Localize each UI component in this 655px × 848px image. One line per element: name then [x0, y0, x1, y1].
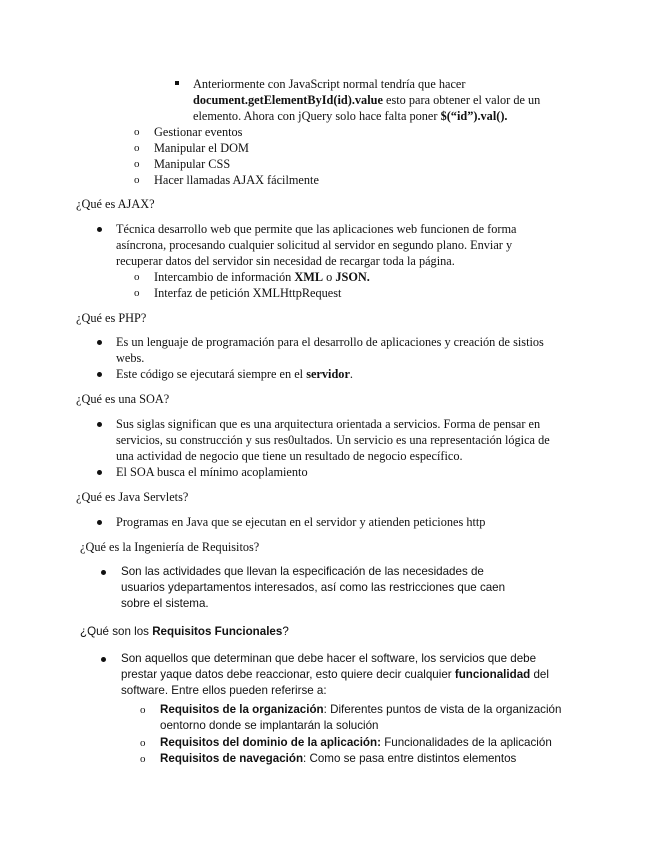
- func-subitem: Requisitos de navegación: Como se pasa entre distintos elementos: [160, 752, 517, 765]
- bullet-dot-icon: [97, 372, 102, 377]
- circle-bullet-icon: o: [134, 142, 140, 154]
- reqs-text-line: usuarios ydepartamentos interesados, así como las restricciones que caen: [121, 581, 506, 594]
- intro-subitem: Gestionar eventos: [154, 125, 243, 139]
- php-text-line: Es un lenguaje de programación para el desarrollo de aplicaciones y creación de sistios: [116, 335, 544, 349]
- circle-bullet-icon: o: [134, 158, 140, 170]
- func-subitem: Requisitos de la organización: Diferentes puntos de vista de la organización: [160, 703, 562, 716]
- circle-bullet-icon: o: [134, 271, 140, 283]
- bullet-dot-icon: [101, 570, 106, 575]
- php-text-line: Este código se ejecutará siempre en el servidor.: [116, 367, 353, 381]
- circle-bullet-icon: o: [134, 174, 140, 186]
- soa-text-line: Sus siglas significan que es una arquitectura orientada a servicios. Forma de pensar en: [116, 417, 541, 431]
- ajax-subitem: Intercambio de información XML o JSON.: [154, 270, 370, 284]
- reqs-text-line: sobre el sistema.: [121, 597, 209, 610]
- square-bullet-icon: [175, 81, 179, 85]
- func-text-line: software. Entre ellos pueden referirse a:: [121, 684, 327, 697]
- circle-bullet-icon: o: [140, 704, 146, 716]
- func-text-line: prestar yaque datos debe reaccionar, esto quiere decir cualquier funcionalidad del: [121, 668, 549, 681]
- circle-bullet-icon: o: [140, 737, 146, 749]
- func-subitem: Requisitos del dominio de la aplicación: Funcionalidades de la aplicación: [160, 736, 552, 749]
- intro-jquery-code: $(“id”).val().: [440, 109, 508, 123]
- func-text-line: Son aquellos que determinan que debe hacer el software, los servicios que debe: [121, 652, 537, 665]
- heading-servlets: ¿Qué es Java Servlets?: [76, 490, 189, 504]
- ajax-subitem: Interfaz de petición XMLHttpRequest: [154, 286, 342, 300]
- ajax-text-line: asíncrona, procesando cualquier solicitud al servidor en segundo plano. Enviar y: [116, 238, 513, 252]
- reqs-text-line: Son las actividades que llevan la especificación de las necesidades de: [121, 565, 484, 578]
- heading-requirements: ¿Qué es la Ingeniería de Requisitos?: [80, 540, 260, 554]
- intro-subitem: Hacer llamadas AJAX fácilmente: [154, 173, 319, 187]
- soa-text-line: El SOA busca el mínimo acoplamiento: [116, 465, 308, 479]
- intro-subitem: Manipular el DOM: [154, 141, 249, 155]
- heading-functional-requirements: ¿Qué son los Requisitos Funcionales?: [80, 625, 289, 638]
- heading-php: ¿Qué es PHP?: [76, 311, 147, 325]
- intro-line-1: Anteriormente con JavaScript normal tendría que hacer: [193, 77, 466, 91]
- intro-line-2: document.getElementById(id).value esto para obtener el valor de un: [193, 93, 541, 107]
- circle-bullet-icon: o: [140, 753, 146, 765]
- soa-text-line: servicios, su construcción y sus res0ultados. Un servicio es una representación lógica de: [116, 433, 550, 447]
- ajax-text-line: recuperar datos del servidor sin necesidad de recargar toda la página.: [116, 254, 455, 268]
- heading-ajax: ¿Qué es AJAX?: [76, 197, 155, 211]
- soa-text-line: una actividad de negocio que tiene un resultado de negocio específico.: [116, 449, 463, 463]
- heading-soa: ¿Qué es una SOA?: [76, 392, 170, 406]
- bullet-dot-icon: [97, 422, 102, 427]
- bullet-dot-icon: [101, 657, 106, 662]
- bullet-dot-icon: [97, 340, 102, 345]
- func-subitem-cont: oentorno donde se implantarán la solución: [160, 719, 379, 732]
- intro-code: document.getElementById(id).value: [193, 93, 383, 107]
- bullet-dot-icon: [97, 470, 102, 475]
- php-text-line: webs.: [116, 351, 145, 365]
- circle-bullet-icon: o: [134, 287, 140, 299]
- intro-subitem: Manipular CSS: [154, 157, 231, 171]
- intro-line-3: elemento. Ahora con jQuery solo hace falta poner $(“id”).val().: [193, 109, 508, 123]
- bullet-dot-icon: [97, 227, 102, 232]
- ajax-text-line: Técnica desarrollo web que permite que las aplicaciones web funcionen de forma: [116, 222, 517, 236]
- bullet-dot-icon: [97, 520, 102, 525]
- servlets-text-line: Programas en Java que se ejecutan en el servidor y atienden peticiones http: [116, 515, 486, 529]
- circle-bullet-icon: o: [134, 126, 140, 138]
